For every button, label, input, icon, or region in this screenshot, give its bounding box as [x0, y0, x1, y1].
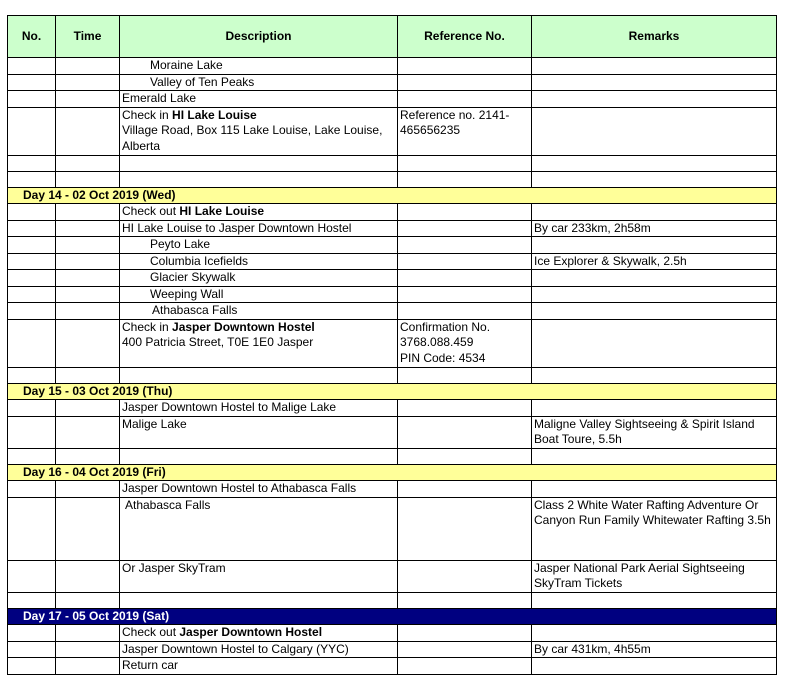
day-title: Day 17 - 05 Oct 2019 (Sat) — [8, 608, 777, 625]
table-row — [8, 171, 777, 187]
table-row — [8, 204, 777, 221]
day-title: Day 14 - 02 Oct 2019 (Wed) — [8, 187, 777, 204]
description-cell: Return car — [120, 658, 398, 675]
reference-cell: Reference no. 2141-465656235 — [398, 107, 532, 155]
hostel-name: Jasper Downtown Hostel — [179, 625, 323, 639]
table-row — [8, 58, 777, 75]
description-cell: Weeping Wall — [120, 286, 398, 303]
hostel-name: HI Lake Louise — [179, 204, 265, 218]
confirmation-label: Confirmation No. — [400, 319, 491, 334]
table-row — [8, 641, 777, 658]
table-row — [8, 400, 777, 417]
checkin-prefix: Check in — [122, 319, 173, 334]
description-cell: Malige Lake — [120, 416, 398, 448]
hostel-name: Jasper Downtown Hostel — [172, 319, 315, 334]
description-cell: Jasper Downtown Hostel to Malige Lake — [120, 400, 398, 417]
pin-code: PIN Code: 4534 — [400, 350, 486, 365]
day-title: Day 15 - 03 Oct 2019 (Thu) — [8, 383, 777, 400]
description-cell: Athabasca Falls — [120, 303, 398, 320]
description-cell: Glacier Skywalk — [120, 270, 398, 287]
table-row — [8, 303, 777, 320]
hostel-name: HI Lake Louise — [172, 107, 257, 122]
description-cell: HI Lake Louise to Jasper Downtown Hostel — [120, 220, 398, 237]
table-row — [8, 237, 777, 254]
description-cell: Jasper Downtown Hostel to Calgary (YYC) — [120, 641, 398, 658]
table-row — [8, 625, 777, 642]
checkin-prefix: Check in — [122, 107, 173, 122]
table-row — [8, 270, 777, 287]
table-row — [8, 448, 777, 464]
table-row — [8, 253, 777, 270]
header-time: Time — [56, 16, 120, 58]
description-cell: Or Jasper SkyTram — [120, 560, 398, 592]
remarks-cell: Maligne Valley Sightseeing & Spirit Island Boat Toure, 5.5h — [532, 416, 777, 448]
day-header-row — [8, 464, 777, 481]
remarks-cell: By car 431km, 4h55m — [532, 641, 777, 658]
table-row — [8, 560, 777, 592]
header-no: No. — [8, 16, 56, 58]
table-row — [8, 91, 777, 108]
day-title: Day 16 - 04 Oct 2019 (Fri) — [8, 464, 777, 481]
table-row — [8, 658, 777, 675]
table-row — [8, 592, 777, 608]
hostel-address: 400 Patricia Street, T0E 1E0 Jasper — [122, 335, 314, 349]
header-remarks: Remarks — [532, 16, 777, 58]
day-header-row — [8, 383, 777, 400]
table-row — [8, 220, 777, 237]
table-row — [8, 319, 777, 367]
remarks-cell: By car 233km, 2h58m — [532, 220, 777, 237]
description-cell — [120, 107, 398, 155]
remarks-cell: Ice Explorer & Skywalk, 2.5h — [532, 253, 777, 270]
table-row — [8, 367, 777, 383]
confirmation-number: 3768.088.459 — [400, 335, 474, 349]
table-row — [8, 286, 777, 303]
description-cell: Athabasca Falls — [120, 497, 398, 560]
description-cell — [120, 204, 398, 221]
table-row — [8, 416, 777, 448]
description-cell — [120, 625, 398, 642]
itinerary-table — [7, 15, 777, 675]
table-row — [8, 74, 777, 91]
description-cell: Valley of Ten Peaks — [120, 74, 398, 91]
reference-cell — [398, 319, 532, 367]
description-cell: Moraine Lake — [120, 58, 398, 75]
header-description: Description — [120, 16, 398, 58]
table-row — [8, 155, 777, 171]
day-header-row — [8, 608, 777, 625]
header-row — [8, 16, 777, 58]
checkout-prefix: Check out — [122, 625, 180, 639]
checkout-prefix: Check out — [122, 204, 180, 218]
description-cell — [120, 319, 398, 367]
description-cell: Emerald Lake — [120, 91, 398, 108]
description-cell: Columbia Icefields — [120, 253, 398, 270]
day-header-row — [8, 187, 777, 204]
remarks-cell: Class 2 White Water Rafting Adventure Or Canyon Run Family Whitewater Rafting 3.5h — [532, 497, 777, 560]
header-reference: Reference No. — [398, 16, 532, 58]
description-cell: Peyto Lake — [120, 237, 398, 254]
table-row — [8, 481, 777, 498]
hostel-address: Village Road, Box 115 Lake Louise, Lake Louise, Alberta — [122, 123, 383, 153]
description-cell: Jasper Downtown Hostel to Athabasca Falls — [120, 481, 398, 498]
remarks-cell: Jasper National Park Aerial Sightseeing SkyTram Tickets — [532, 560, 777, 592]
table-row — [8, 497, 777, 560]
table-row — [8, 107, 777, 155]
